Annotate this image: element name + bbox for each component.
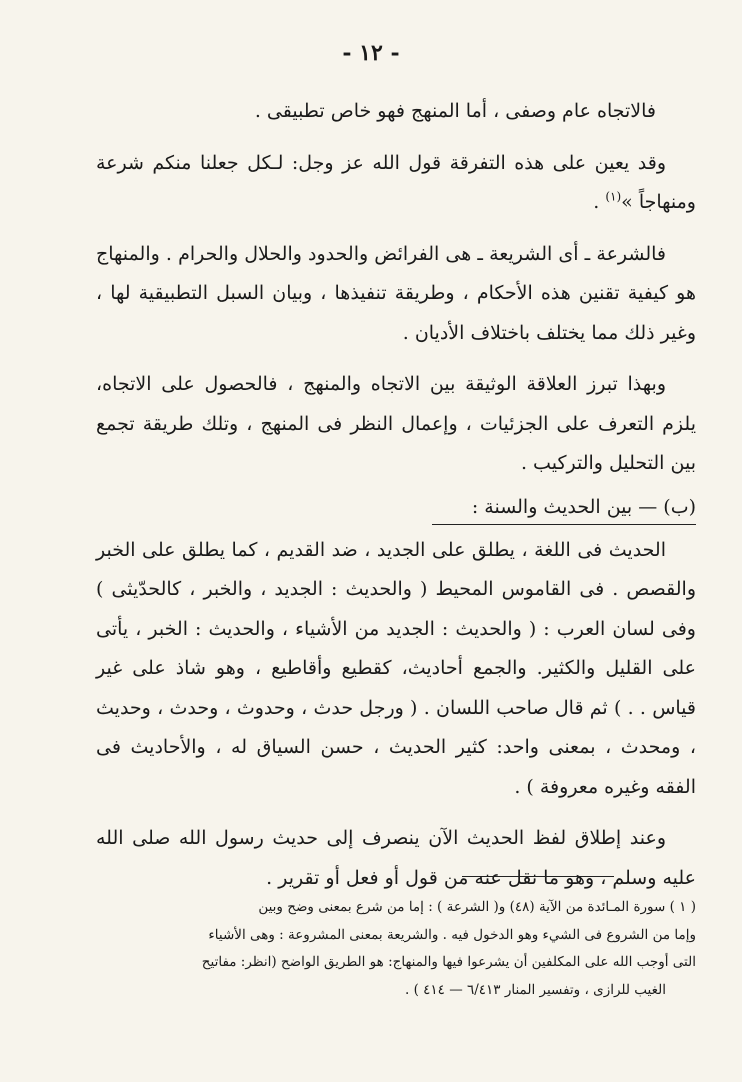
paragraph-2-text: وقد يعين على هذه التفرقة قول الله عز وجل: لـكل جعلنا منكم شرعة ومنهاجاً » (96, 151, 696, 213)
footnote-line-2: وإما من الشروع فى الشيء وهو الدخول فيه . والشريعة بمعنى المشروعة : وهى الأشياء (208, 926, 696, 943)
paragraph-3: فالشرعة ـ أى الشريعة ـ هى الفرائض والحدود والحلال والحرام . والمنهاج هو كيفية تقنين هذه الأحكام ، وطريقة تنفيذها ، وبيان السبل التطبيقية لها ، وغير ذلك مما يختلف باختلاف الأديان . (96, 242, 696, 344)
paragraph-6: وعند إطلاق لفظ الحديث الآن ينصرف إلى حديث رسول الله صلى الله عليه وسلم ، وهو ما نقل عنه من قول أو فعل أو تقرير . (96, 827, 696, 889)
paragraph-1: فالاتجاه عام وصفى ، أما المنهج فهو خاص تطبيقى . (254, 100, 656, 122)
footnote-line-1: ( ١ ) سورة المـائدة من الآية (٤٨) و( الشرعة ) : إما من شرع بمعنى وضح وبين (258, 899, 696, 915)
paragraph-5: الحديث فى اللغة ، يطلق على الجديد ، ضد القديم ، كما يطلق على الخبر والقصص . فى القاموس المحيط ( والحديث : الجديد ، والخبر ، كالحدّيثى ) وفى لسان العرب : ( والحديث : الجديد من الأشياء ، والحديث : الخبر ، يأتى على القليل والكثير. والجمع أحاديث، كقطيع وأقاطيع ، وهو شاذ على غير قياس . . ) ثم قال صاحب اللسان . ( ورجل حدث ، وحدوث ، وحدث ، وحديث ، ومحدث ، بمعنى واحد: كثير الحديث ، حسن السياق له ، والأحاديث فى الفقه وغيره معروفة ) . (96, 538, 696, 798)
page-number: - ١٢ - (342, 40, 400, 66)
footnote-ref-1[interactable]: (١) (605, 189, 622, 204)
footnote-line-3: التى أوجب الله على المكلفين أن يشرعوا فيها والمنهاج: هو الطريق الواضح (انظر: مفاتيح (201, 954, 696, 970)
footnote-divider (462, 876, 614, 877)
paragraph-2 (96, 144, 696, 223)
footnotes (96, 894, 696, 1004)
section-heading: (ب) — بين الحديث والسنة : (432, 490, 696, 525)
paragraph-4: وبهذا تبرز العلاقة الوثيقة بين الاتجاه والمنهج ، فالحصول على الاتجاه، يلزم التعرف على الجزئيات ، وإعمال النظر فى المنهج ، وتلك طريقة تجمع بين التحليل والتركيب . (96, 373, 696, 474)
paragraph-2-end: . (593, 191, 606, 213)
main-text (96, 92, 696, 898)
footnote-line-4: الغيب للرازى ، وتفسير المنار ٦/٤١٣ — ٤١٤ ) . (405, 981, 666, 998)
section-heading-wrap (96, 484, 696, 531)
